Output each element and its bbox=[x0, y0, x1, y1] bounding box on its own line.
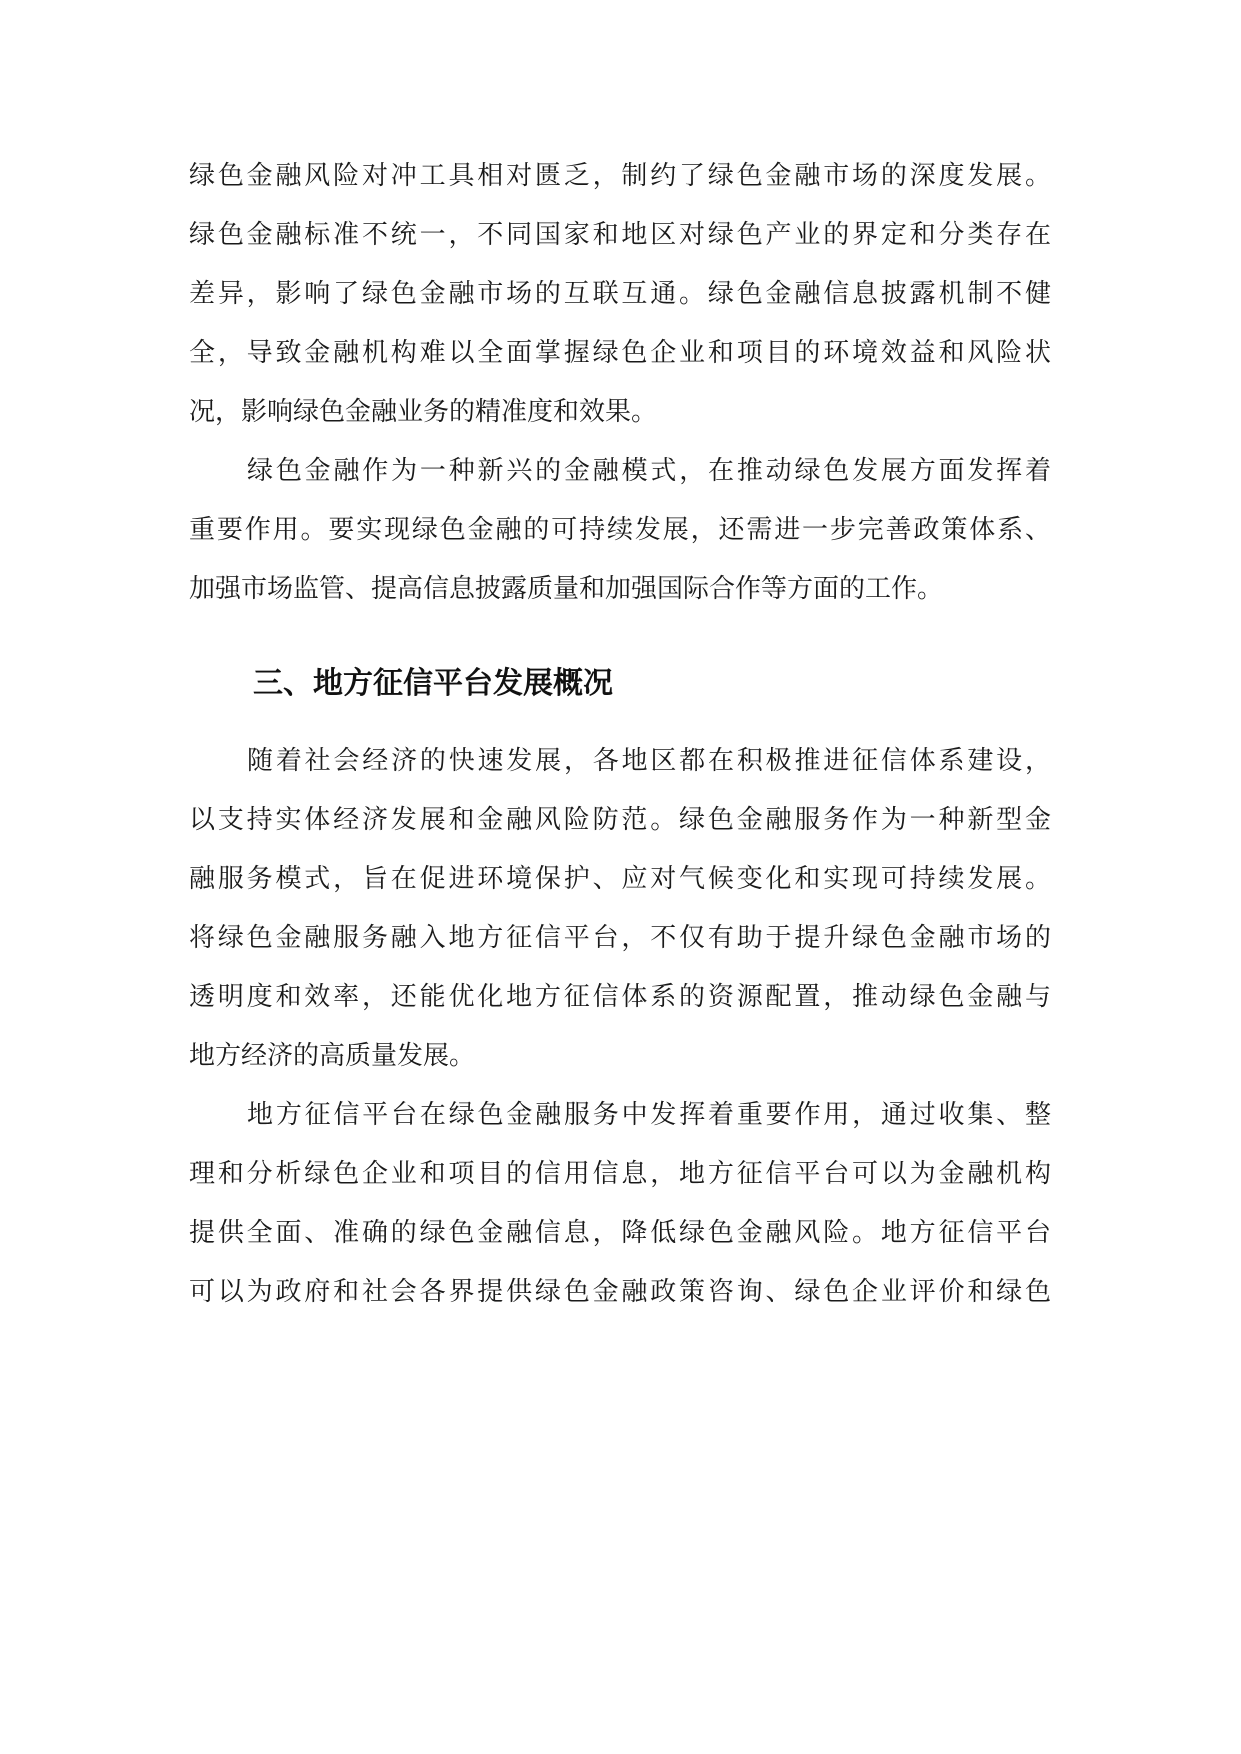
paragraph bbox=[189, 732, 1051, 1086]
text-line: 地方经济的高质量发展。 bbox=[189, 1041, 476, 1071]
text-line: 可以为政府和社会各界提供绿色金融政策咨询、绿色企业评价和绿色 bbox=[189, 1277, 1051, 1307]
text-line: 随着社会经济的快速发展，各地区都在积极推进征信体系建设， bbox=[247, 746, 1051, 776]
section-heading: 三、地方征信平台发展概况 bbox=[253, 666, 613, 701]
text-line: 透明度和效率，还能优化地方征信体系的资源配置，推动绿色金融与 bbox=[189, 982, 1051, 1012]
text-line: 况，影响绿色金融业务的精准度和效果。 bbox=[189, 397, 658, 427]
text-line: 以支持实体经济发展和金融风险防范。绿色金融服务作为一种新型金 bbox=[189, 805, 1051, 835]
paragraph bbox=[189, 1086, 1051, 1322]
document-body bbox=[189, 147, 1051, 1322]
text-line: 将绿色金融服务融入地方征信平台，不仅有助于提升绿色金融市场的 bbox=[189, 923, 1051, 953]
text-line: 绿色金融标准不统一，不同国家和地区对绿色产业的界定和分类存在 bbox=[189, 220, 1051, 250]
text-line: 全，导致金融机构难以全面掌握绿色企业和项目的环境效益和风险状 bbox=[189, 338, 1051, 368]
text-line: 加强市场监管、提高信息披露质量和加强国际合作等方面的工作。 bbox=[189, 574, 944, 604]
text-line: 提供全面、准确的绿色金融信息，降低绿色金融风险。地方征信平台 bbox=[189, 1218, 1051, 1248]
text-line: 重要作用。要实现绿色金融的可持续发展，还需进一步完善政策体系、 bbox=[189, 515, 1051, 545]
text-line: 绿色金融作为一种新兴的金融模式，在推动绿色发展方面发挥着 bbox=[247, 456, 1051, 486]
text-line: 融服务模式，旨在促进环境保护、应对气候变化和实现可持续发展。 bbox=[189, 864, 1051, 894]
text-line: 差异，影响了绿色金融市场的互联互通。绿色金融信息披露机制不健 bbox=[189, 279, 1051, 309]
paragraph bbox=[189, 147, 1051, 442]
text-line: 理和分析绿色企业和项目的信用信息，地方征信平台可以为金融机构 bbox=[189, 1159, 1051, 1189]
text-line: 绿色金融风险对冲工具相对匮乏，制约了绿色金融市场的深度发展。 bbox=[189, 161, 1051, 191]
paragraph bbox=[189, 442, 1051, 619]
text-line: 地方征信平台在绿色金融服务中发挥着重要作用，通过收集、整 bbox=[247, 1100, 1051, 1130]
